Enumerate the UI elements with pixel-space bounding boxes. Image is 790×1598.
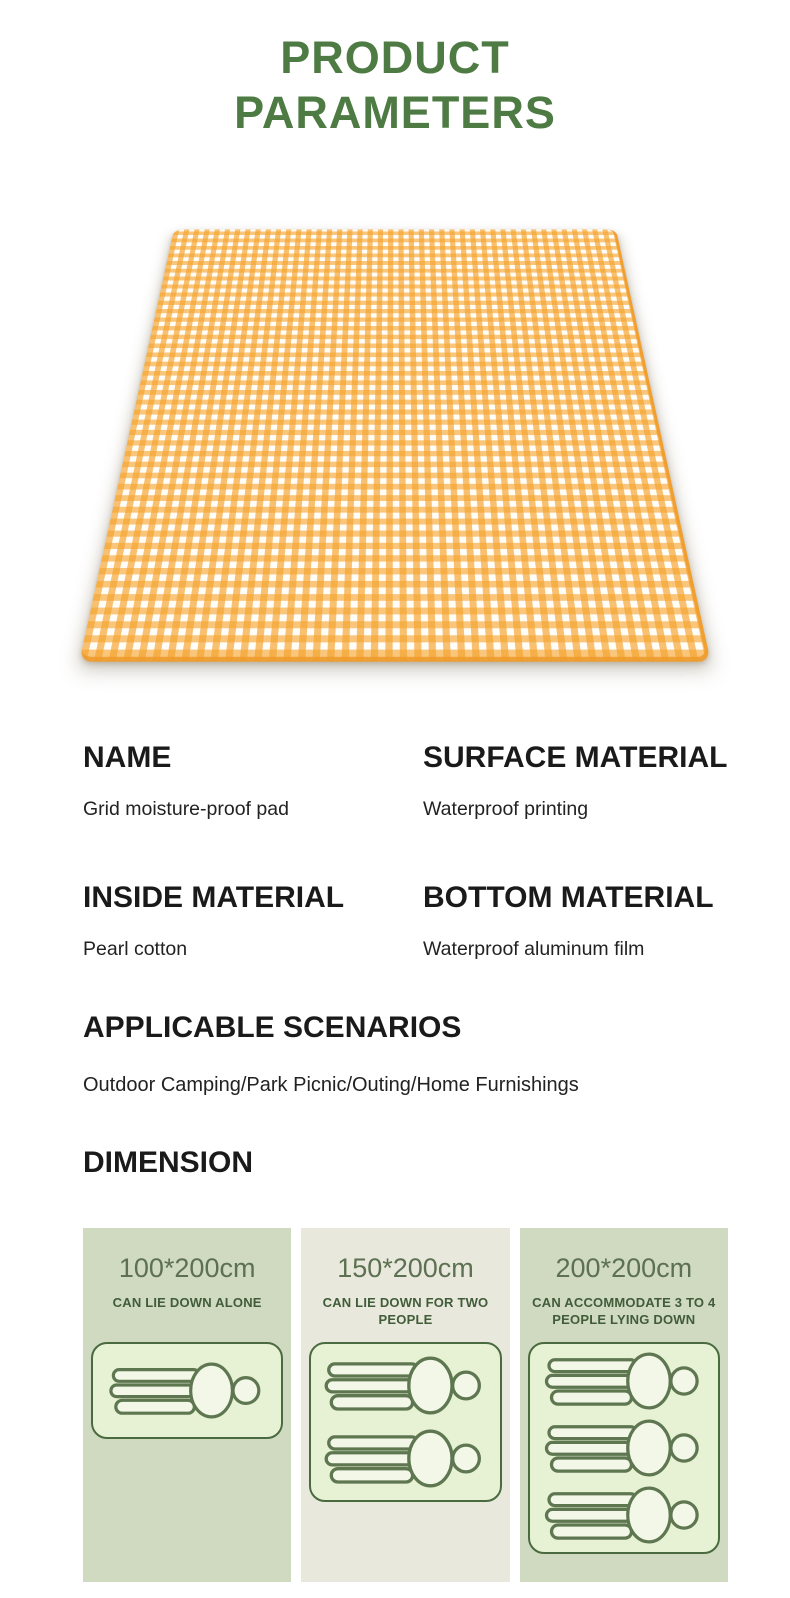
person-lying-icon	[321, 1355, 489, 1416]
dimension-card-200x200	[520, 1228, 728, 1582]
spec-value: Grid moisture-proof pad	[83, 798, 289, 820]
spec-item-inside-material	[83, 880, 423, 962]
person-lying-icon	[541, 1351, 707, 1411]
dimension-cards	[83, 1228, 728, 1582]
spec-value: Waterproof printing	[423, 798, 589, 820]
mat-size-panel	[91, 1342, 283, 1439]
spec-label: BOTTOM MATERIAL	[423, 881, 714, 914]
person-lying-icon	[321, 1428, 489, 1489]
spec-label: NAME	[83, 741, 172, 774]
spec-value: Waterproof aluminum film	[423, 938, 645, 960]
person-lying-icon	[541, 1485, 707, 1545]
capacity-caption: CAN LIE DOWN FOR TWO PEOPLE	[322, 1295, 489, 1327]
capacity-caption: CAN LIE DOWN ALONE	[112, 1295, 262, 1310]
scenarios-value: Outdoor Camping/Park Picnic/Outing/Home Furnishings	[83, 1074, 579, 1096]
specs-section	[83, 740, 745, 962]
spec-item-surface-material	[423, 740, 745, 822]
product-photo	[0, 180, 790, 635]
dimension-card-150x200	[301, 1228, 509, 1582]
gingham-mat-image	[79, 230, 710, 662]
spec-label: SURFACE MATERIAL	[423, 741, 728, 774]
dimension-label: DIMENSION	[83, 1146, 254, 1179]
mat-size-panel	[309, 1342, 501, 1502]
size-label: 200*200cm	[555, 1253, 693, 1283]
person-lying-icon	[541, 1418, 707, 1478]
spec-item-name	[83, 740, 423, 822]
scenarios-label: APPLICABLE SCENARIOS	[83, 1011, 462, 1044]
page-title-line1: PRODUCT	[280, 32, 510, 83]
spec-item-bottom-material	[423, 880, 745, 962]
spec-label: INSIDE MATERIAL	[83, 881, 345, 914]
size-label: 150*200cm	[337, 1253, 474, 1283]
spec-value: Pearl cotton	[83, 938, 188, 960]
page-title	[0, 0, 790, 140]
mat-size-panel	[528, 1342, 720, 1554]
page-title-line2: PARAMETERS	[234, 87, 556, 138]
person-lying-icon	[106, 1361, 268, 1420]
dimension-card-100x200	[83, 1228, 291, 1582]
capacity-caption: CAN ACCOMMODATE 3 TO 4 PEOPLE LYING DOWN	[532, 1295, 716, 1327]
size-label: 100*200cm	[118, 1253, 256, 1283]
applicable-scenarios-section	[83, 1010, 745, 1098]
